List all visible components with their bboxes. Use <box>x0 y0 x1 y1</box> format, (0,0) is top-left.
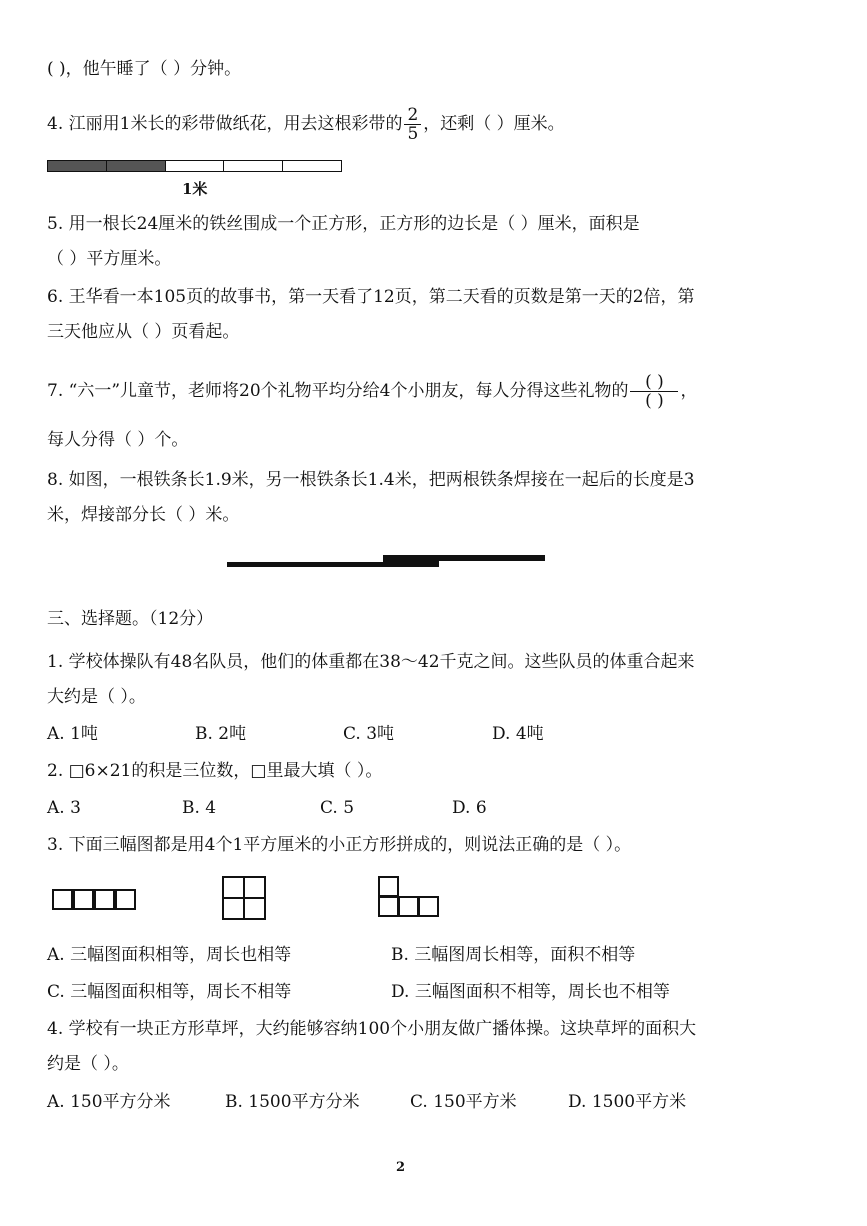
option-d: D. 三幅图面积不相等，周长也不相等 <box>391 982 670 1002</box>
question-7-line2: 每人分得（ ）个。 <box>47 430 189 450</box>
fraction-denominator: 5 <box>407 124 419 144</box>
question-8-line1: 8. 如图，一根铁条长1.9米，另一根铁条长1.4米，把两根铁条焊接在一起后的长度是3 <box>47 470 695 490</box>
page-number: 2 <box>396 1160 406 1175</box>
question-5-line1: 5. 用一根长24厘米的铁丝围成一个正方形，正方形的边长是（ ）厘米，面积是 <box>47 214 640 234</box>
ribbon-segment <box>283 161 341 171</box>
choice-4-line1: 4. 学校有一块正方形草坪，大约能够容纳100个小朋友做广播体操。这块草坪的面积大 <box>47 1019 697 1039</box>
option-d: D. 4吨 <box>492 724 544 744</box>
choice-4-line2: 约是（ ）。 <box>47 1054 129 1074</box>
section-title: 三、选择题。（12分） <box>47 609 214 629</box>
option-b: B. 1500平方分米 <box>225 1092 360 1112</box>
option-b: B. 4 <box>182 798 217 818</box>
question-text: 7. “六一”儿童节，老师将20个礼物平均分给4个小朋友，每人分得这些礼物的 <box>47 381 629 401</box>
question-6-line1: 6. 王华看一本105页的故事书，第一天看了12页，第二天看的页数是第一天的2倍，第 <box>47 287 695 307</box>
choice-1-line2: 大约是（ ）。 <box>47 687 146 707</box>
option-c: C. 150平方米 <box>410 1092 517 1112</box>
option-d: D. 1500平方米 <box>568 1092 687 1112</box>
option-c: C. 5 <box>320 798 355 818</box>
fraction-numerator: 2 <box>404 106 421 125</box>
question-4 <box>47 106 565 143</box>
ribbon-diagram <box>47 160 342 172</box>
choice-1-line1: 1. 学校体操队有48名队员，他们的体重都在38～42千克之间。这些队员的体重合起来 <box>47 652 695 672</box>
question-7 <box>47 373 697 410</box>
question-text: 4. 江丽用1米长的彩带做纸花，用去这根彩带的 <box>47 114 403 134</box>
ribbon-used-segment <box>48 161 107 171</box>
choice-2-line1: 2. □6×21的积是三位数，□里最大填（ ）。 <box>47 761 383 781</box>
question-5-line2: （ ）平方厘米。 <box>47 249 172 269</box>
option-c: C. 3吨 <box>343 724 395 744</box>
question-8-line2: 米，焊接部分长（ ）米。 <box>47 505 240 525</box>
option-c: C. 三幅图面积相等，周长不相等 <box>47 982 292 1002</box>
option-a: A. 3 <box>47 798 81 818</box>
question-text: ( )，他午睡了（ ）分钟。 <box>47 59 242 79</box>
ribbon-segment <box>224 161 283 171</box>
option-a: A. 150平方分米 <box>47 1092 171 1112</box>
fraction-denominator: ( ) <box>645 391 664 411</box>
option-a: A. 三幅图面积相等，周长也相等 <box>47 945 292 965</box>
iron-bars-diagram <box>225 552 550 574</box>
option-b: B. 三幅图周长相等，面积不相等 <box>391 945 636 965</box>
ribbon-used-segment <box>107 161 166 171</box>
option-a: A. 1吨 <box>47 724 98 744</box>
fraction-numerator: ( ) <box>630 373 678 392</box>
option-d: D. 6 <box>452 798 487 818</box>
ribbon-label: 1米 <box>182 180 208 198</box>
fraction-blank <box>630 373 678 410</box>
question-text: ，还剩（ ）厘米。 <box>423 114 565 134</box>
weld-overlap <box>383 560 439 565</box>
question-6-line2: 三天他应从（ ）页看起。 <box>47 322 240 342</box>
question-text: ， <box>680 381 698 401</box>
option-b: B. 2吨 <box>195 724 247 744</box>
choice-3-line1: 3. 下面三幅图都是用4个1平方厘米的小正方形拼成的，则说法正确的是（ ）。 <box>47 835 632 855</box>
ribbon-segment <box>166 161 225 171</box>
fraction <box>404 106 421 143</box>
